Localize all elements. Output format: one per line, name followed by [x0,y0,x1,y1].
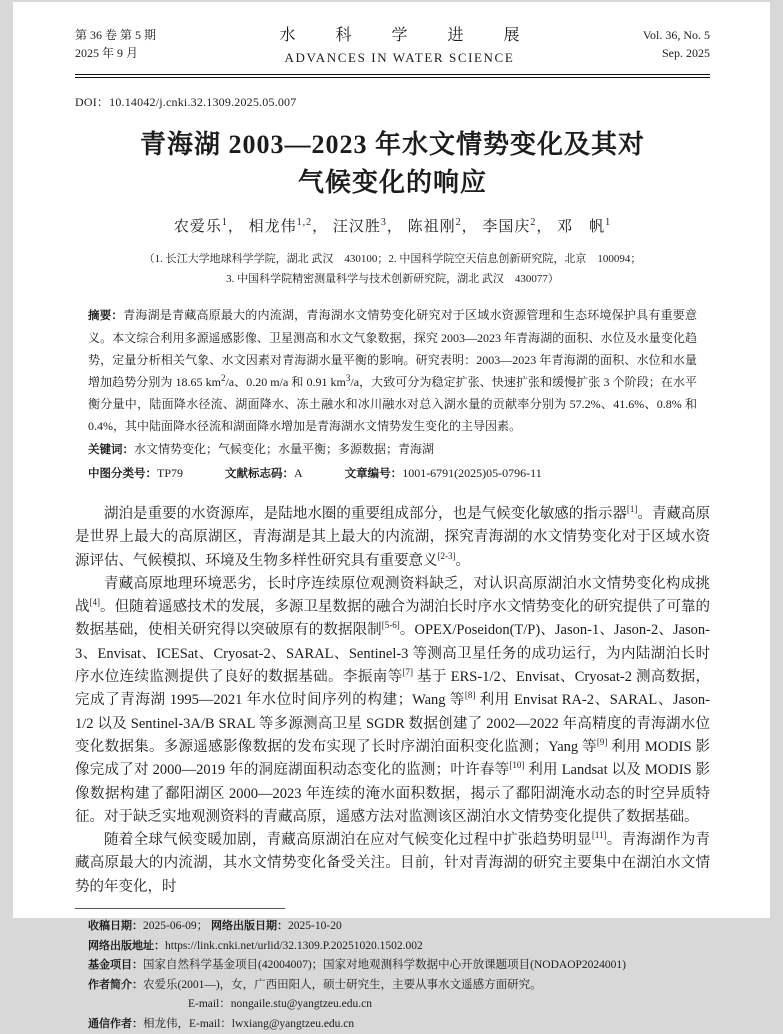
paper-title-line2: 气候变化的响应 [297,168,487,197]
paragraph-1: 湖泊是重要的水资源库，是陆地水圈的重要组成部分，也是气候变化敏感的指示器[1]。青藏高原是世界上最大的高原湖区，青海湖是其上最大的内流湖，探究青海湖的水文情势变化对于区域水资源评估、气候模拟、环境及生物多样性研究具有重要意义[2-3]。 [75,504,710,569]
journal-name-cn: 水 科 学 进 展 [279,27,538,44]
paper-title [75,126,710,202]
paper-title-line1: 青海湖 2003—2023 年水文情势变化及其对 [139,130,645,159]
paper-page [13,2,770,1030]
issue-info [75,26,156,62]
keywords [88,438,697,461]
author-email-line: E-mail：nongaile.stu@yangtzeu.edu.cn [188,998,372,1011]
doc-code-value: A [294,466,303,480]
doc-code-label: 文献标志码： [225,468,295,480]
paragraph-3: 随着全球气候变暖加剧，青藏高原湖泊在应对气候变化过程中扩张趋势明显[11]。青海湖作为青藏高原最大的内流湖，其水文情势变化备受关注。目前，针对青海湖的研究主要集中在湖泊水文情势的年变化，时 [75,830,710,895]
funding-line: 基金项目：国家自然科学基金项目(42004007)；国家对地观测科学数据中心开放课题项目(NODAOP2024001) [88,959,626,972]
issue-date-en: Sep. 2025 [662,46,710,60]
author-bio-line: 作者简介：农爱乐(2001—)，女，广西田阳人，硕士研究生，主要从事水文遥感方面研究。 [88,978,542,991]
affiliation-line2: 3. 中国科学院精密测量科学与技术创新研究院，湖北 武汉 430077） [226,273,559,285]
clc-value: TP79 [157,466,184,480]
abstract-text: 青海湖是青藏高原最大的内流湖，青海湖水文情势变化研究对于区域水资源管理和生态环境保护具有重要意义。本文综合利用多源遥感影像、卫星测高和水文气象数据，探究 2003—2023 年青海湖的面积、水位及水量变化趋势，定量分析相关气象、水文因素对青海湖水量平衡的影响。研究表明：2003—2023 年青海湖的面积、水位和水量增加趋势分别为 18.65 $km^2/a$、0.20 m/a 和 0.91 $km^3/a$，大致可分为稳定扩张、快速扩张和缓慢扩张 3 个阶段；在水平衡分量中，陆面降水径流、湖面降水、冻土融水和冰川融水对总入湖水量的贡献率分别为 57.2%、41.6%、0.8% 和 0.4%，其中陆面降水径流和湖面降水增加是青海湖水文情势发生变化的主导因素。 [88,308,698,433]
abstract-label: 摘要： [88,310,124,322]
clc-label: 中图分类号： [88,468,157,480]
doi: DOI：10.14042/j.cnki.32.1309.2025.05.007 [75,95,297,109]
paragraph-2: 青藏高原地理环境恶劣，长时序连续原位观测资料缺乏，对认识高原湖泊水文情势变化构成挑战[4]。但随着遥感技术的发展，多源卫星数据的融合为湖泊长时序水文情势变化的研究提供了可靠的数据基础，使相关研究得以突破原有的数据限制[5-6]。OPEX/Poseidon(T/P)、Jason-1、Jason-2、Jason-3、Envisat、ICESat、Cryosat-2、SARAL、Sentinel-3 等测高卫星任务的成功运行，为内陆湖泊长时序水位连续监测提供了良好的数据基础。李振南等[7] 基于 ERS-1/2、Envisat、Cryosat-2 测高数据，完成了青海湖 1995—2021 年水位时间序列的构建；Wang 等[8] 利用 Envisat RA-2、SARAL、Jason-1/2 以及 Sentinel-3A/B SRAL 等多源测高卫星 SGDR 数据创建了 2002—2022 年高精度的青海湖水位变化数据集。多源遥感影像数据的发布实现了长时序湖泊面积变化监测；Yang 等[9] 利用 MODIS 影像完成了对 2000—2019 年的洞庭湖面积动态变化的监测；叶许春等[10] 利用 Landsat 以及 MODIS 影像数据构建了鄱阳湖区 2000—2023 年连续的淹水面积数据，揭示了鄱阳湖淹水动态的时空异质特征。对于缺乏实地观测资料的青藏高原，遥感方法对监测该区湖泊水文情势变化提供了数据基础。 [75,575,711,825]
footnote-rule [75,908,285,909]
volume-number-en: Vol. 36, No. 5 [642,28,710,42]
journal-header [75,26,710,67]
corresponding-author-line: 通信作者：相龙伟，E-mail：lwxiang@yangtzeu.edu.cn [88,1017,355,1030]
online-url-line: 网络出版地址：https://link.cnki.net/urlid/32.1309.P.20251020.1502.002 [88,939,423,952]
author-list: 农爱乐$^1$， 相龙伟$^{1,2}$， 汪汉胜$^3$， 陈祖刚$^2$， 李国庆$^2$， 邓 帆$^1$ [173,217,612,235]
abstract [88,304,697,437]
received-date-line: 收稿日期：2025-06-09； 网络出版日期：2025-10-20 [88,920,342,933]
affiliation-line1: （1. 长江大学地球科学学院，湖北 武汉 430100；2. 中国科学院空天信息创新研究院，北京 100094； [143,253,642,265]
keywords-label: 关键词： [88,444,134,456]
article-id-value: 1001-6791(2025)05-0796-11 [402,466,542,480]
header-double-rule [75,74,710,78]
classification-line [88,462,697,485]
body-text [75,503,710,899]
article-id-label: 文章编号： [344,468,403,480]
issue-volume: 第 36 卷 第 5 期 [75,28,157,42]
affiliations [75,249,710,289]
issue-date: 2025 年 9 月 [75,46,139,60]
paper-meta [75,304,710,485]
footnote-block [75,917,710,1034]
keywords-text: 水文情势变化；气候变化；水量平衡；多源数据；青海湖 [134,442,435,456]
volume-info-en [643,26,710,62]
journal-name-en: ADVANCES IN WATER SCIENCE [284,50,515,65]
journal-name [156,26,643,67]
